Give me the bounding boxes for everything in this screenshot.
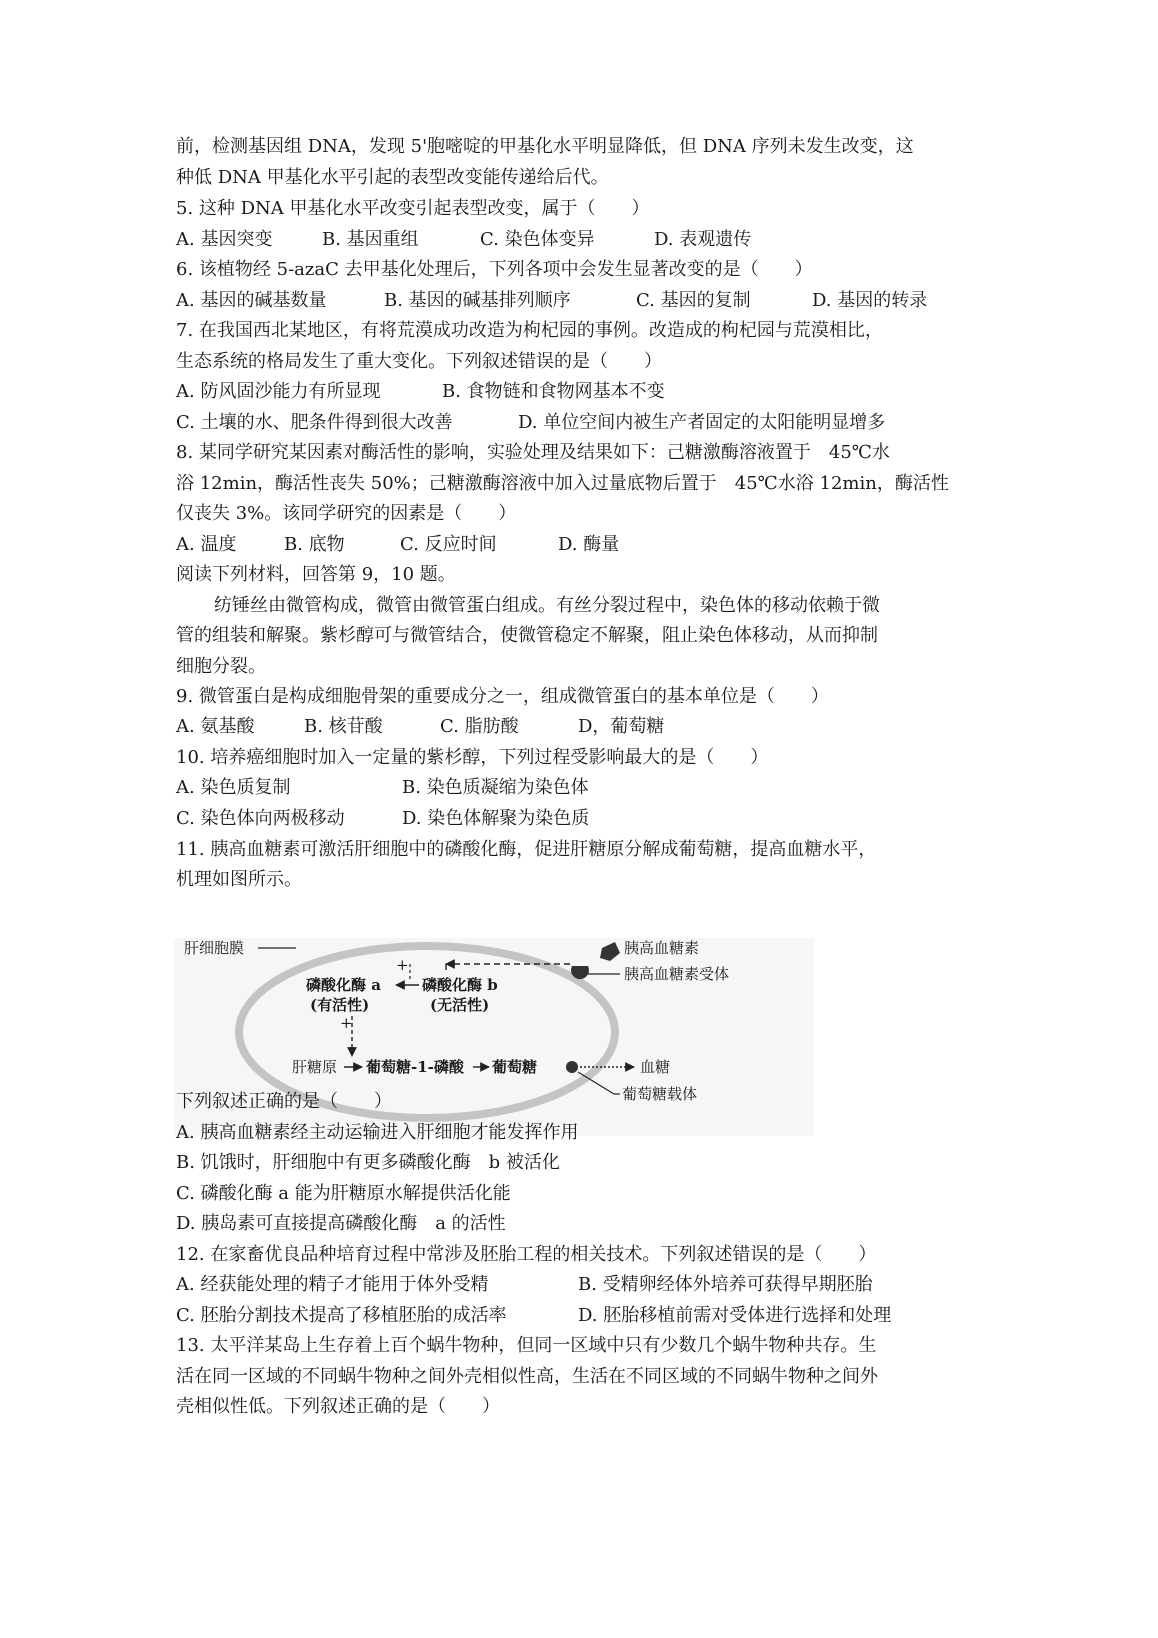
q7-option-b: B. 食物链和食物网基本不变: [442, 381, 665, 402]
q8-option-d: D. 酶量: [558, 534, 620, 555]
q9-option-d: D，葡萄糖: [578, 716, 665, 737]
q7-option-d: D. 单位空间内被生产者固定的太阳能明显增多: [518, 412, 886, 433]
q7-option-a: A. 防风固沙能力有所显现: [176, 381, 381, 402]
q5-option-c: C. 染色体变异: [480, 229, 595, 250]
q6-option-a: A. 基因的碱基数量: [176, 290, 327, 311]
enzyme-a-label: 磷酸化酶 a: [306, 976, 381, 994]
q5-option-b: B. 基因重组: [322, 229, 419, 250]
reading-paragraph-1: 纺锤丝由微管构成，微管由微管蛋白组成。有丝分裂过程中，染色体的移动依赖于微: [214, 595, 880, 616]
q11-option-d: D. 胰岛素可直接提高磷酸化酶 a 的活性: [176, 1213, 506, 1234]
q9-option-b: B. 核苷酸: [304, 716, 383, 737]
question-7-stem-2: 生态系统的格局发生了重大变化。下列叙述错误的是（ ）: [176, 351, 662, 372]
q12-option-c: C. 胚胎分割技术提高了移植胚胎的成活率: [176, 1305, 507, 1326]
question-11-stem-1: 11. 胰高血糖素可激活肝细胞中的磷酸化酶，促进肝糖原分解成葡萄糖，提高血糖水平，: [176, 839, 877, 860]
q6-option-c: C. 基因的复制: [636, 290, 751, 311]
question-11-stem-2: 机理如图所示。: [176, 869, 302, 890]
q8-option-a: A. 温度: [176, 534, 237, 555]
plus-sign-1: +: [396, 956, 409, 974]
intro-line-2: 种低 DNA 甲基化水平引起的表型改变能传递给后代。: [176, 167, 609, 188]
question-10-stem: 10. 培养癌细胞时加入一定量的紫杉醇，下列过程受影响最大的是（ ）: [176, 747, 769, 768]
enzyme-b-state: (无活性): [430, 996, 490, 1014]
q9-option-a: A. 氨基酸: [176, 716, 255, 737]
q12-option-d: D. 胚胎移植前需对受体进行选择和处理: [578, 1305, 892, 1326]
q5-option-a: A. 基因突变: [176, 229, 273, 250]
question-11-prompt: 下列叙述正确的是（ ）: [176, 1091, 392, 1112]
q11-option-c: C. 磷酸化酶 a 能为肝糖原水解提供活化能: [176, 1183, 511, 1204]
reading-paragraph-3: 细胞分裂。: [176, 656, 266, 677]
q12-option-a: A. 经获能处理的精子才能用于体外受精: [176, 1274, 489, 1295]
q5-option-d: D. 表观遗传: [654, 229, 752, 250]
q8-option-c: C. 反应时间: [400, 534, 497, 555]
enzyme-a-state: (有活性): [310, 996, 370, 1014]
q6-option-b: B. 基因的碱基排列顺序: [384, 290, 571, 311]
q8-option-b: B. 底物: [284, 534, 345, 555]
q10-option-b: B. 染色质凝缩为染色体: [402, 777, 589, 798]
enzyme-b-label: 磷酸化酶 b: [422, 976, 498, 994]
q12-option-b: B. 受精卵经体外培养可获得早期胚胎: [578, 1274, 873, 1295]
membrane-label: 肝细胞膜: [184, 939, 245, 957]
q7-option-c: C. 土壤的水、肥条件得到很大改善: [176, 412, 453, 433]
q11-option-b: B. 饥饿时，肝细胞中有更多磷酸化酶 b 被活化: [176, 1152, 560, 1173]
question-13-stem-1: 13. 太平洋某岛上生存着上百个蜗牛物种，但同一区域中只有少数几个蜗牛物种共存。生: [176, 1335, 877, 1356]
question-8-stem-3: 仅丧失 3%。该同学研究的因素是（ ）: [176, 503, 517, 524]
receptor-label: 胰高血糖素受体: [624, 965, 730, 983]
plus-sign-2: +: [340, 1014, 353, 1032]
q10-option-d: D. 染色体解聚为染色质: [402, 808, 590, 829]
question-5-stem: 5. 这种 DNA 甲基化水平改变引起表型改变，属于（ ）: [176, 198, 650, 219]
glucagon-label: 胰高血糖素: [624, 939, 700, 957]
glucose-carrier-icon: [566, 1061, 578, 1073]
question-6-stem: 6. 该植物经 5-azaC 去甲基化处理后，下列各项中会发生显著改变的是（ ）: [176, 259, 813, 280]
glucagon-molecule-icon: [600, 942, 620, 961]
intro-line-1: 前，检测基因组 DNA，发现 5'胞嘧啶的甲基化水平明显降低，但 DNA 序列未发生改变，这: [176, 136, 914, 157]
reading-paragraph-2: 管的组装和解聚。紫杉醇可与微管结合，使微管稳定不解聚，阻止染色体移动，从而抑制: [176, 625, 878, 646]
g1p-label: 葡萄糖-1-磷酸: [366, 1058, 464, 1076]
question-9-stem: 9. 微管蛋白是构成细胞骨架的重要成分之一，组成微管蛋白的基本单位是（ ）: [176, 686, 829, 707]
reading-lead: 阅读下列材料，回答第 9，10 题。: [176, 564, 456, 585]
question-8-stem-2: 浴 12min，酶活性丧失 50%；己糖激酶溶液中加入过量底物后置于 45℃水浴 12min，酶活性: [176, 473, 949, 494]
q10-option-a: A. 染色质复制: [176, 777, 291, 798]
q6-option-d: D. 基因的转录: [812, 290, 928, 311]
glucose-carrier-label: 葡萄糖载体: [622, 1085, 698, 1103]
blood-glucose-label: 血糖: [640, 1058, 671, 1076]
question-7-stem-1: 7. 在我国西北某地区，有将荒漠成功改造为枸杞园的事例。改造成的枸杞园与荒漠相比，: [176, 320, 883, 341]
question-8-stem-1: 8. 某同学研究某因素对酶活性的影响，实验处理及结果如下：己糖激酶溶液置于 45℃水: [176, 442, 890, 463]
glycogen-label: 肝糖原: [292, 1058, 338, 1076]
question-13-stem-2: 活在同一区域的不同蜗牛物种之间外壳相似性高，生活在不同区域的不同蜗牛物种之间外: [176, 1366, 878, 1387]
q10-option-c: C. 染色体向两极移动: [176, 808, 345, 829]
q9-option-c: C. 脂肪酸: [440, 716, 519, 737]
glucose-label: 葡萄糖: [492, 1058, 538, 1076]
question-13-stem-3: 壳相似性低。下列叙述正确的是（ ）: [176, 1396, 500, 1417]
q11-option-a: A. 胰高血糖素经主动运输进入肝细胞才能发挥作用: [176, 1122, 579, 1143]
question-12-stem: 12. 在家畜优良品种培育过程中常涉及胚胎工程的相关技术。下列叙述错误的是（ ）: [176, 1244, 877, 1265]
